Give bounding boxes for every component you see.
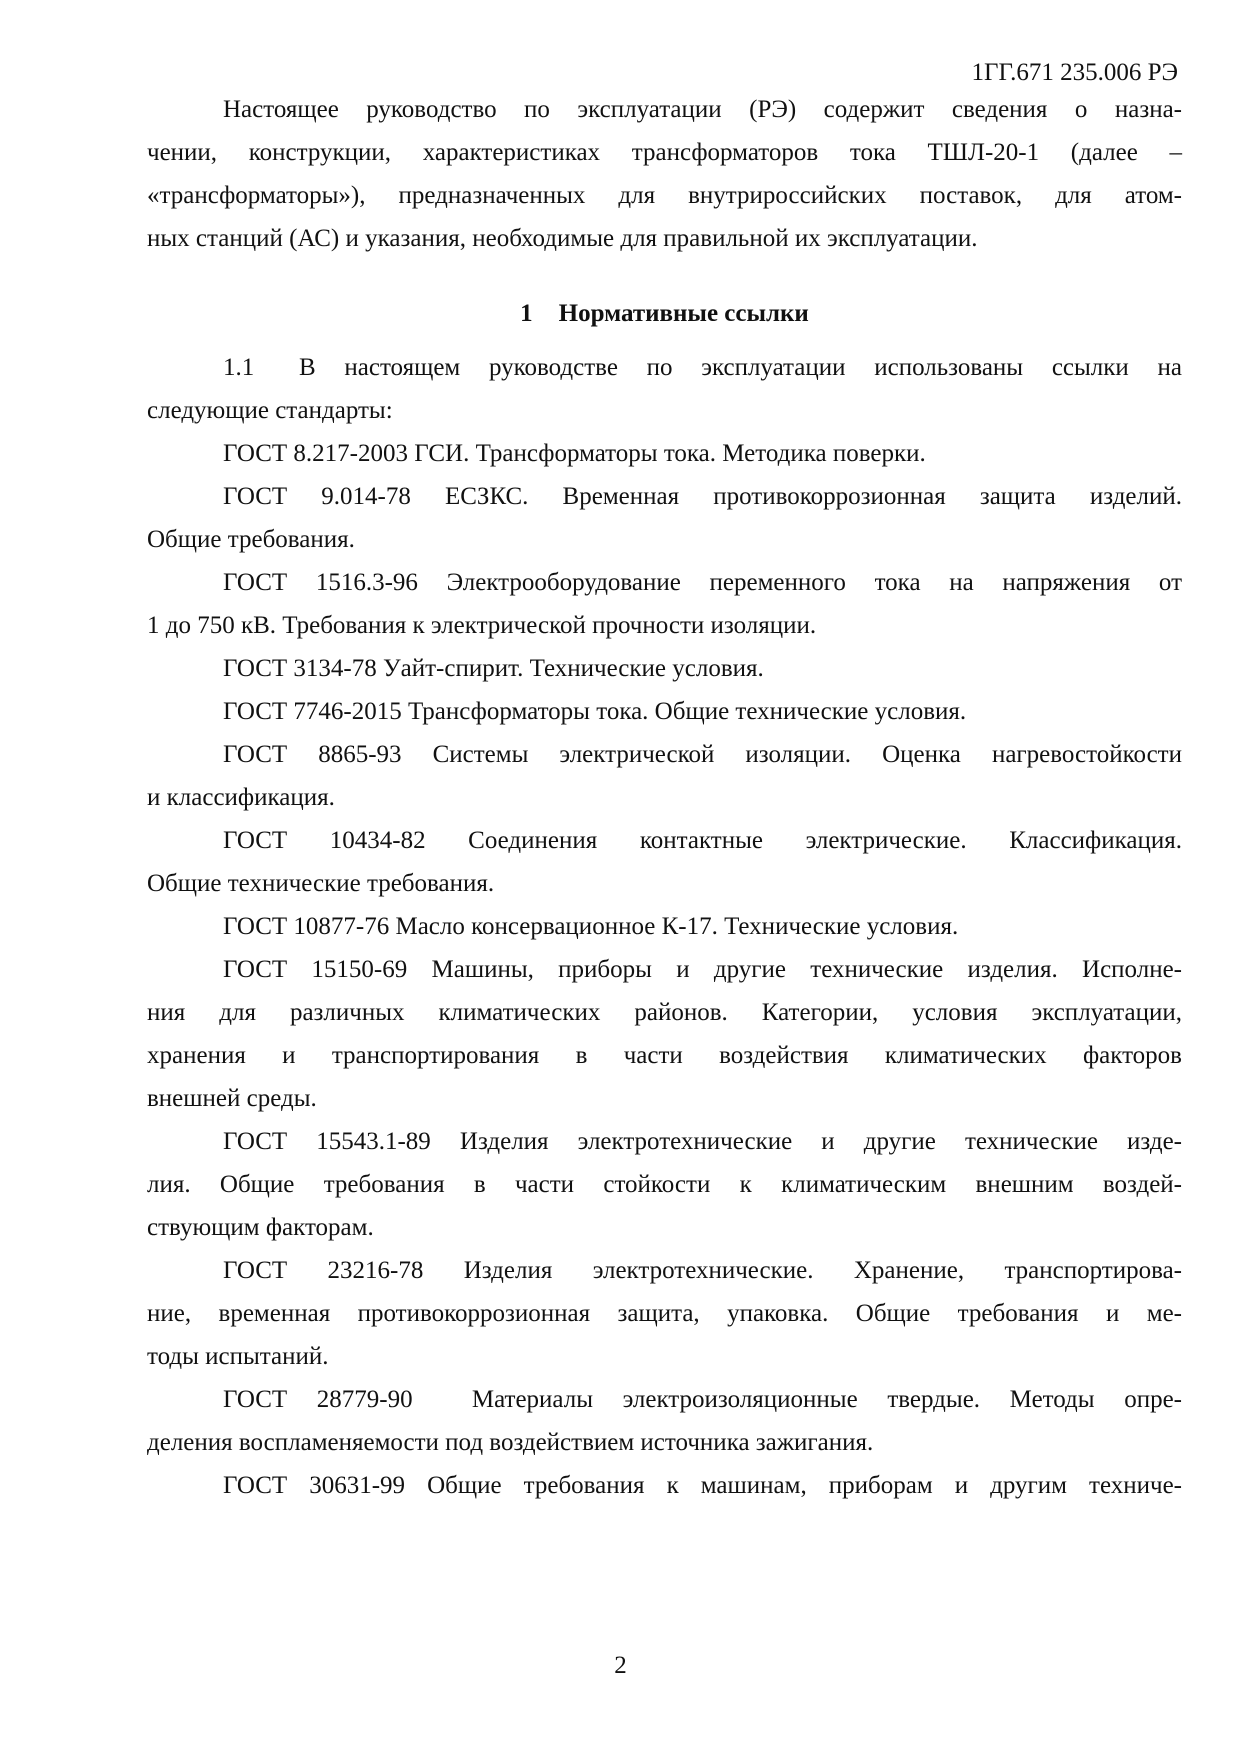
text-line: ГОСТ 7746-2015 Трансформаторы тока. Общие технические условия. — [223, 698, 967, 725]
standard-reference — [147, 1378, 1182, 1464]
page-content — [147, 88, 1182, 1507]
text-line: ГОСТ 10434-82 Соединения контактные электрические. Классификация. — [223, 827, 1182, 854]
text-line: ных станций (АС) и указания, необходимые для правильной их эксплуатации. — [147, 225, 978, 252]
standard-reference — [147, 647, 1182, 690]
text-line: ние, временная противокоррозионная защита, упаковка. Общие требования и ме- — [147, 1300, 1182, 1327]
standard-reference — [147, 1464, 1182, 1507]
page-number: 2 — [614, 1652, 627, 1679]
text-line: внешней среды. — [147, 1085, 317, 1112]
text-line: ГОСТ 15543.1-89 Изделия электротехнические и другие технические изде- — [223, 1128, 1182, 1155]
text-line: ГОСТ 10877-76 Масло консервационное К-17. Технические условия. — [223, 913, 959, 940]
text-line — [147, 346, 1182, 389]
document-code: 1ГГ.671 235.006 РЭ — [971, 59, 1178, 86]
standard-reference — [147, 561, 1182, 647]
text-line: 1 до 750 кВ. Требования к электрической прочности изоляции. — [147, 612, 817, 639]
standard-reference — [147, 690, 1182, 733]
text-line: ГОСТ 28779-90 Материалы электроизоляционные твердые. Методы опре- — [223, 1386, 1182, 1413]
text-line: и классификация. — [147, 784, 335, 811]
text-line: следующие стандарты: — [147, 397, 393, 424]
standard-reference — [147, 819, 1182, 905]
text-line: ГОСТ 9.014-78 ЕСЗКС. Временная противокоррозионная защита изделий. — [223, 483, 1182, 510]
text-line: ГОСТ 15150-69 Машины, приборы и другие технические изделия. Исполне- — [223, 956, 1182, 983]
text-line: ствующим факторам. — [147, 1214, 374, 1241]
standard-reference — [147, 733, 1182, 819]
text-line: ГОСТ 23216-78 Изделия электротехнические. Хранение, транспортирова- — [223, 1257, 1182, 1284]
clause-paragraph — [147, 346, 1182, 432]
standards-list — [147, 432, 1182, 1507]
standard-reference — [147, 905, 1182, 948]
section-heading — [147, 260, 1182, 346]
text-line: тоды испытаний. — [147, 1343, 329, 1370]
standard-reference — [147, 1249, 1182, 1378]
text-line: ГОСТ 8865-93 Системы электрической изоляции. Оценка нагревостойкости — [223, 741, 1182, 768]
clause-number: 1.1 — [223, 354, 255, 381]
section-number: 1 — [520, 300, 533, 327]
standard-reference — [147, 432, 1182, 475]
text-line: Настоящее руководство по эксплуатации (РЭ) содержит сведения о назна- — [223, 96, 1182, 123]
text-line: деления воспламеняемости под воздействием источника зажигания. — [147, 1429, 874, 1456]
text-line: чении, конструкции, характеристиках трансформаторов тока ТШЛ-20-1 (далее – — [147, 139, 1182, 166]
text-line: Общие технические требования. — [147, 870, 495, 897]
clause-text: В настоящем руководстве по эксплуатации использованы ссылки на — [299, 354, 1182, 381]
text-line: ГОСТ 3134-78 Уайт-спирит. Технические условия. — [223, 655, 764, 682]
intro-paragraph — [147, 88, 1182, 260]
standard-reference — [147, 475, 1182, 561]
text-line: ГОСТ 30631-99 Общие требования к машинам, приборам и другим техниче- — [223, 1472, 1182, 1499]
standard-reference — [147, 948, 1182, 1120]
text-line: лия. Общие требования в части стойкости к климатическим внешним воздей- — [147, 1171, 1182, 1198]
text-line: ГОСТ 8.217-2003 ГСИ. Трансформаторы тока. Методика поверки. — [223, 440, 926, 467]
text-line: Общие требования. — [147, 526, 355, 553]
standard-reference — [147, 1120, 1182, 1249]
section-title: Нормативные ссылки — [558, 300, 809, 327]
text-line: ния для различных климатических районов. Категории, условия эксплуатации, — [147, 999, 1182, 1026]
text-line: ГОСТ 1516.3-96 Электрооборудование переменного тока на напряжения от — [223, 569, 1182, 596]
text-line: «трансформаторы»), предназначенных для внутрироссийских поставок, для атом- — [147, 182, 1182, 209]
text-line: хранения и транспортирования в части воздействия климатических факторов — [147, 1042, 1182, 1069]
